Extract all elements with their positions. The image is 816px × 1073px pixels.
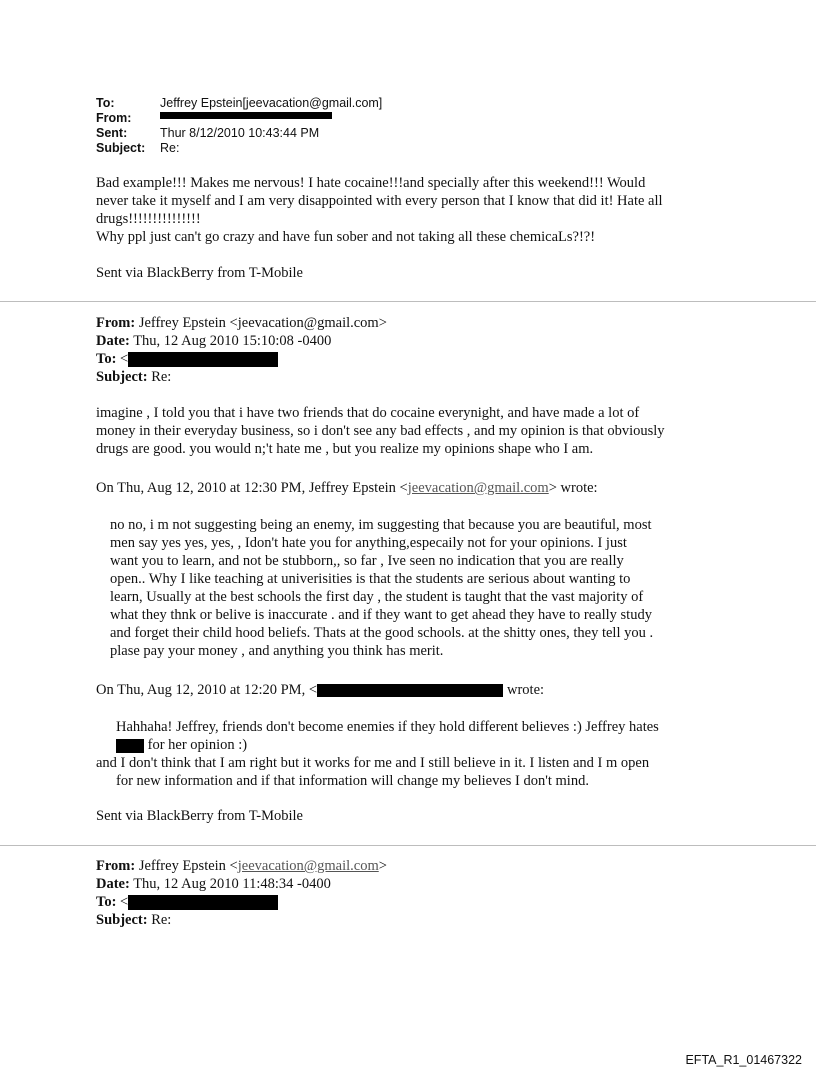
divider xyxy=(0,301,816,302)
to-value: Jeffrey Epstein[jeevacation@gmail.com] xyxy=(160,96,383,110)
message2-body xyxy=(96,404,736,458)
quote1-line: no no, i m not suggesting being an enemy, im suggesting that because you are beautiful, most xyxy=(110,517,652,533)
quote1-intro-prefix: On Thu, Aug 12, 2010 at 12:30 PM, Jeffrey Epstein < xyxy=(96,480,408,496)
quote1-intro xyxy=(96,479,736,497)
from-prefix: Jeffrey Epstein < xyxy=(138,858,238,874)
sent-value: Thur 8/12/2010 10:43:44 PM xyxy=(160,126,320,140)
message2-header xyxy=(96,314,736,386)
quote2-body xyxy=(96,718,736,790)
subject-value: Re: xyxy=(151,912,172,928)
message2-line: imagine , I told you that i have two friends that do cocaine everynight, and have made a lot of xyxy=(96,405,640,421)
quote1-line: men say yes yes, yes, , Idon't hate you for anything,especaily not for your opinions. I just xyxy=(110,535,627,551)
message1-line: Bad example!!! Makes me nervous! I hate cocaine!!!and specially after this weekend!!! Would xyxy=(96,175,646,191)
subject-value: Re: xyxy=(151,369,172,385)
quote2-intro-prefix: On Thu, Aug 12, 2010 at 12:20 PM, < xyxy=(96,682,317,698)
quote1-line: plase pay your money , and anything you think has merit. xyxy=(110,643,444,659)
to-prefix: < xyxy=(120,351,129,367)
to-label: To: xyxy=(96,894,117,910)
date-value: Thu, 12 Aug 2010 15:10:08 -0400 xyxy=(133,333,332,349)
message2-line: money in their everyday business, so i don't see any bad effects , and my opinion is that obviously xyxy=(96,423,665,439)
email-link[interactable]: jeevacation@gmail.com xyxy=(237,858,379,874)
message1-line: never take it myself and I am very disappointed with every person that I know that did it! Hate all xyxy=(96,193,663,209)
quote1-intro-suffix: > wrote: xyxy=(548,480,598,496)
quote1-body xyxy=(110,516,720,660)
header-sent-row xyxy=(96,126,382,141)
from-label: From: xyxy=(96,111,132,125)
date-value: Thu, 12 Aug 2010 11:48:34 -0400 xyxy=(133,876,331,892)
quote2-intro xyxy=(96,681,736,699)
bates-number: EFTA_R1_01467322 xyxy=(685,1053,802,1067)
quote1-line: want you to learn, and not be stubborn,, so far , Ive seen no indication that you are really xyxy=(110,553,624,569)
email-header xyxy=(96,96,382,156)
message1-line: drugs!!!!!!!!!!!!!!! xyxy=(96,211,201,227)
subject-label: Subject: xyxy=(96,912,148,928)
header-to-row xyxy=(96,96,382,111)
quote1-line: open.. Why I like teaching at univerisities is that the students are serious about wanting to xyxy=(110,571,631,587)
to-prefix: < xyxy=(120,894,129,910)
subject-label: Subject: xyxy=(96,141,146,155)
quote2-line: and I don't think that I am right but it works for me and I still believe in it. I listen and I m open xyxy=(96,755,650,771)
header-subject-row xyxy=(96,141,382,156)
quote2-line2-suffix: for her opinion :) xyxy=(144,737,248,753)
email-link[interactable]: jeevacation@gmail.com xyxy=(407,480,549,496)
redaction-bar xyxy=(160,112,332,119)
message2-line: drugs are good. you would n;'t hate me , but you realize my opinions shape who I am. xyxy=(96,441,594,457)
from-value: Jeffrey Epstein <jeevacation@gmail.com> xyxy=(138,315,387,331)
from-label: From: xyxy=(96,858,136,874)
quote2-line xyxy=(96,736,736,754)
redaction-bar xyxy=(317,684,503,697)
redaction-bar xyxy=(128,352,278,367)
from-suffix: > xyxy=(378,858,387,874)
to-label: To: xyxy=(96,96,115,110)
date-label: Date: xyxy=(96,876,130,892)
message3-header xyxy=(96,857,736,929)
date-label: Date: xyxy=(96,333,130,349)
quote2-line: for new information and if that information will change my believes I don't mind. xyxy=(116,773,589,789)
subject-value: Re: xyxy=(160,141,180,155)
redaction-bar xyxy=(116,739,144,753)
quote1-line: and forget their child hood beliefs. Thats at the good schools. at the shitty ones, they tell you . xyxy=(110,625,654,641)
quote2-signature: Sent via BlackBerry from T-Mobile xyxy=(96,808,303,824)
quote2-line: Hahhaha! Jeffrey, friends don't become enemies if they hold different believes :) Jeffrey hates xyxy=(116,719,659,735)
redaction-bar xyxy=(128,895,278,910)
subject-label: Subject: xyxy=(96,369,148,385)
from-label: From: xyxy=(96,315,136,331)
message1-signature: Sent via BlackBerry from T-Mobile xyxy=(96,265,303,281)
sent-label: Sent: xyxy=(96,126,128,140)
quote1-line: learn, Usually at the best schools the first day , the student is taught that the vast majority of xyxy=(110,589,644,605)
header-from-row xyxy=(96,111,382,126)
to-label: To: xyxy=(96,351,117,367)
quote1-line: what they thnk or belive is inaccurate . and if they want to get ahead they have to really study xyxy=(110,607,652,623)
divider xyxy=(0,845,816,846)
message1-line: Why ppl just can't go crazy and have fun sober and not taking all these chemicaLs?!?! xyxy=(96,229,596,245)
quote2-intro-suffix: wrote: xyxy=(507,682,545,698)
message1-body xyxy=(96,174,736,246)
